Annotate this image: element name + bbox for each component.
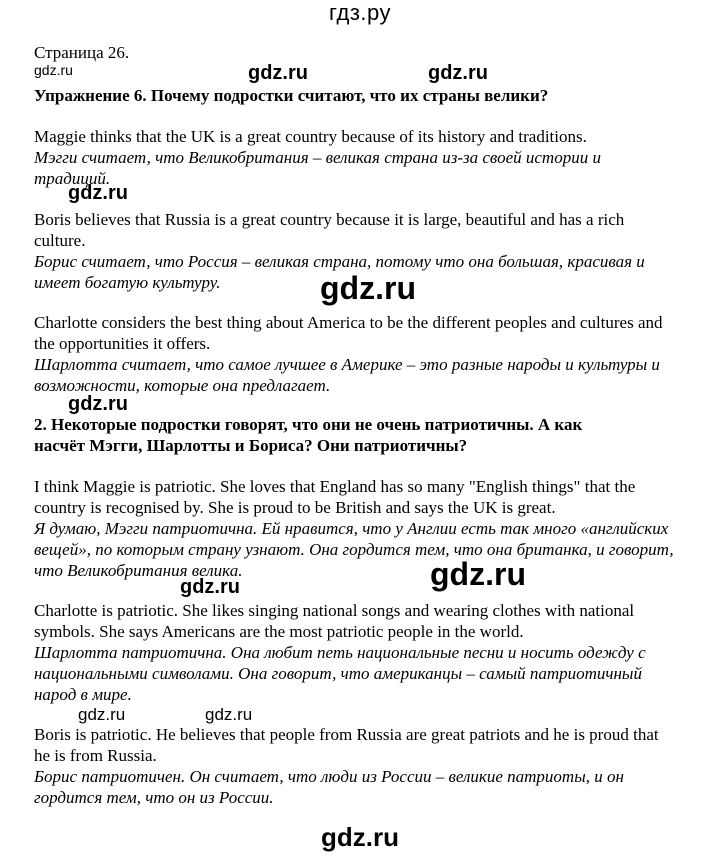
answer-russian: Борис патриотичен. Он считает, что люди из России – великие патриоты, и он гордится тем, что он из России. [34, 767, 624, 807]
watermark: gdz.ru [180, 576, 240, 598]
exercise2-heading-line2: насчёт Мэгги, Шарлотты и Бориса? Они патриотичны? [34, 436, 468, 455]
watermark: gdz.ru [68, 182, 128, 204]
watermark: gdz.ru [78, 705, 126, 724]
exercise2-heading [34, 414, 674, 456]
answer-english: Charlotte considers the best thing about America to be the different peoples and cultures and the opportunities it offers. [34, 313, 663, 353]
answer-russian: Шарлотта считает, что самое лучшее в Америке – это разные народы и культуры и возможности, которые она предлагает. [34, 355, 660, 395]
answer-english: Boris is patriotic. He believes that people from Russia are great patriots and he is proud that he is from Russia. [34, 725, 659, 765]
watermark-large: gdz.ru [430, 556, 526, 592]
answer-russian: Мэгги считает, что Великобритания – великая страна из-за своей истории и традиций. [34, 148, 601, 188]
watermark: gdz.ru [428, 62, 488, 84]
exercise2-heading-line1: 2. Некоторые подростки говорят, что они не очень патриотичны. А как [34, 415, 583, 434]
answer-english: Charlotte is patriotic. She likes singing national songs and wearing clothes with national symbols. She says Americans are the most patriotic people in the world. [34, 601, 635, 641]
page-label: Страница 26. [34, 43, 130, 62]
answer-block [34, 312, 674, 396]
answer-english: I think Maggie is patriotic. She loves that England has so many "English things" that the country is recognised by. She is proud to be British and says the UK is great. [34, 477, 636, 517]
answer-russian: Шарлотта патриотична. Она любит петь национальные песни и носить одежду с национальными символами. Она говорит, что американцы – самый патриотичный народ в мире. [34, 643, 646, 704]
watermark-large: gdz.ru [320, 270, 416, 306]
site-header-watermark: гдз.ру [328, 0, 392, 25]
answer-block [34, 600, 674, 705]
exercise6-heading: Упражнение 6. Почему подростки считают, что их страны велики? [34, 86, 549, 105]
footer-watermark: gdz.ru [321, 822, 399, 852]
answer-block [34, 126, 674, 189]
watermark: gdz.ru [248, 62, 308, 84]
answer-russian: Борис считает, что Россия – великая страна, потому что она большая, красивая и имеет богатую культуру. [34, 252, 645, 292]
answer-russian: Я думаю, Мэгги патриотична. Ей нравится, что у Англии есть так много «английских вещей», по которым страну узнают. Она гордится тем, что она британка, и говорит, что Великобритания велика. [34, 519, 674, 580]
answer-english: Boris believes that Russia is a great country because it is large, beautiful and has a rich culture. [34, 210, 625, 250]
answer-block [34, 724, 674, 808]
watermark: gdz.ru [68, 393, 128, 415]
watermark: gdz.ru [205, 705, 253, 724]
answer-english: Maggie thinks that the UK is a great country because of its history and traditions. [34, 127, 587, 146]
answer-block [34, 476, 674, 581]
watermark-small: gdz.ru [34, 62, 73, 78]
